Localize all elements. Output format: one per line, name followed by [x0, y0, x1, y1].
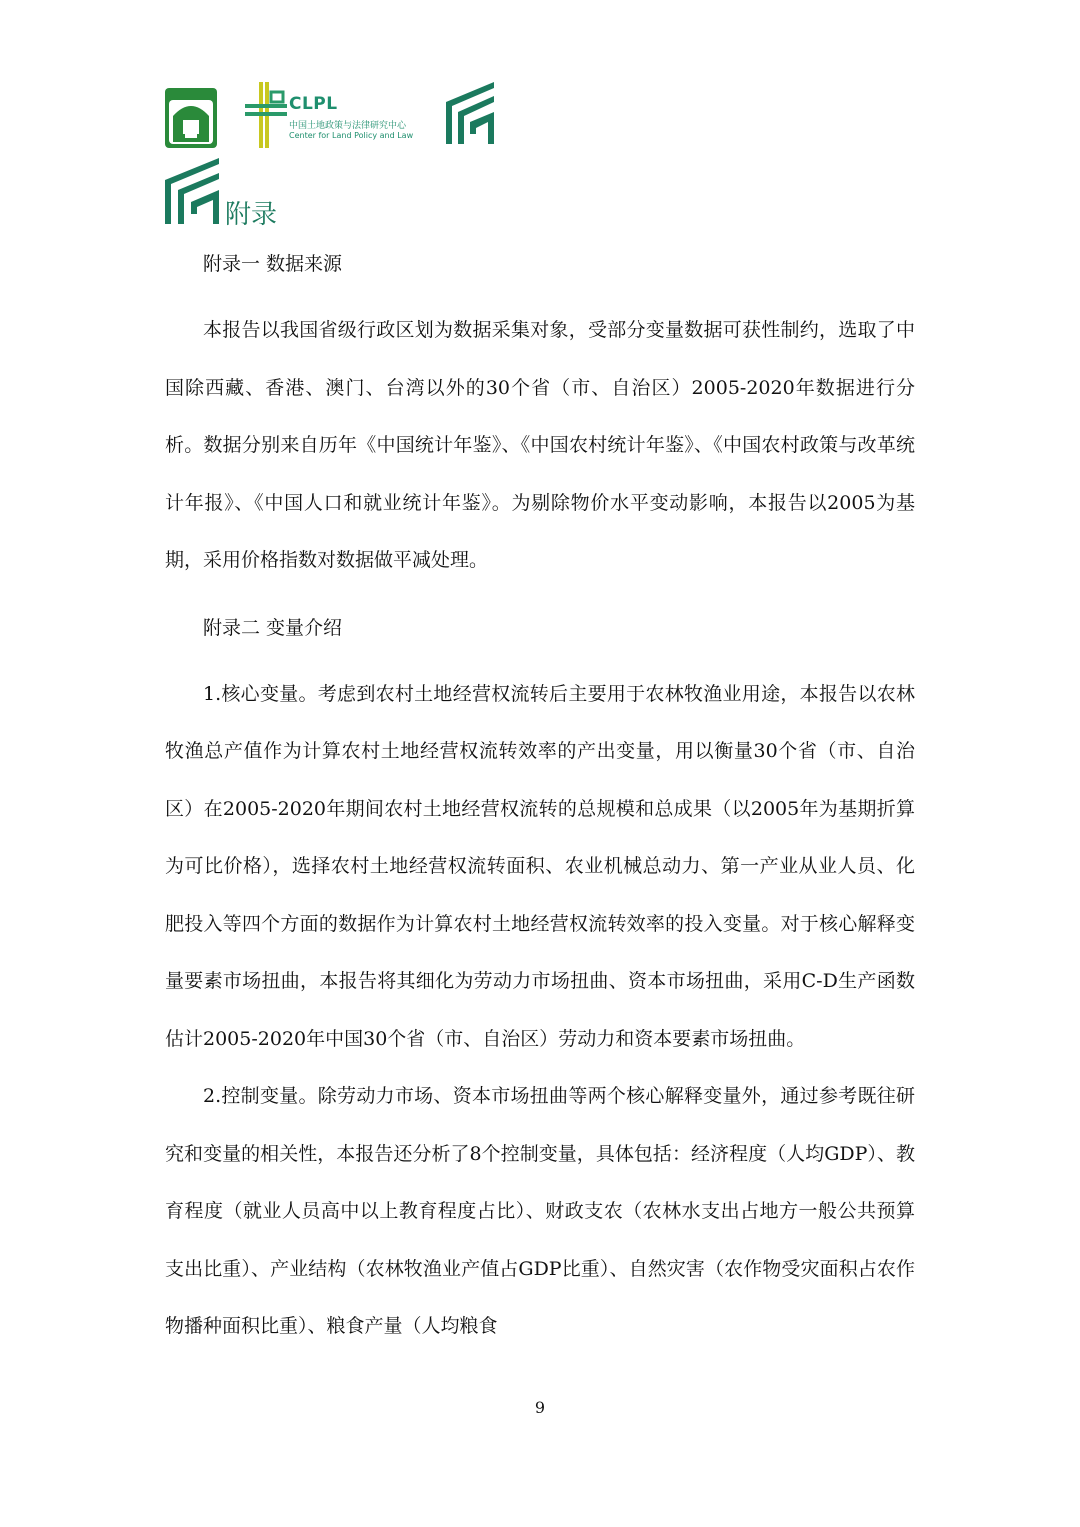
- clpl-english-name: Center for Land Policy and Law: [289, 131, 414, 140]
- clpl-chinese-name: 中国土地政策与法律研究中心: [289, 121, 407, 131]
- stripe-logo-icon: [446, 82, 494, 144]
- university-emblem-icon: [163, 86, 219, 150]
- section-mark-icon: [165, 158, 219, 224]
- appendix1-heading: 附录一 数据来源: [203, 253, 343, 275]
- clpl-name: CLPL: [289, 94, 338, 114]
- page-number: 9: [534, 1398, 546, 1417]
- appendix2-heading: 附录二 变量介绍: [203, 616, 343, 639]
- appendix-content: [165, 244, 915, 1356]
- appendix2-paragraph-core: 1.核心变量。考虑到农村土地经营权流转后主要用于农林牧渔业用途，本报告以农林牧渔总产值作为计算农村土地经营权流转效率的产出变量，用以衡量30个省（市、自治区）在2005-2020年期间农村土地经营权流转的总规模和总成果（以2005年为基期折算为可比价格），选择农村土地经营权流转面积、农业机械总动力、第一产业从业人员、化肥投入等四个方面的数据作为计算农村土地经营权流转效率的投入变量。对于核心解释变量要素市场扭曲，本报告将其细化为劳动力市场扭曲、资本市场扭曲，采用C-D生产函数估计2005-2020年中国30个省（市、自治区）劳动力和资本要素市场扭曲。: [165, 682, 915, 1050]
- appendix2-paragraph-control: 2.控制变量。除劳动力市场、资本市场扭曲等两个核心解释变量外，通过参考既往研究和变量的相关性，本报告还分析了8个控制变量，具体包括：经济程度（人均GDP）、教育程度（就业人员高中以上教育程度占比）、财政支农（农林水支出占地方一般公共预算支出比重）、产业结构（农林牧渔业产值占GDP比重）、自然灾害（农作物受灾面积占农作物播种面积比重）、粮食产量（人均粮食: [165, 1085, 915, 1337]
- clpl-logo: [245, 82, 445, 148]
- appendix1-paragraph: 本报告以我国省级行政区划为数据采集对象，受部分变量数据可获性制约，选取了中国除西藏、香港、澳门、台湾以外的30个省（市、自治区）2005-2020年数据进行分析。数据分别来自历年《中国统计年鉴》、《中国农村统计年鉴》、《中国农村政策与改革统计年报》、《中国人口和就业统计年鉴》。为剔除物价水平变动影响，本报告以2005为基期，采用价格指数对数据做平减处理。: [165, 319, 915, 571]
- clpl-mark-icon: [245, 82, 287, 148]
- section-title-text: 附录: [225, 200, 278, 230]
